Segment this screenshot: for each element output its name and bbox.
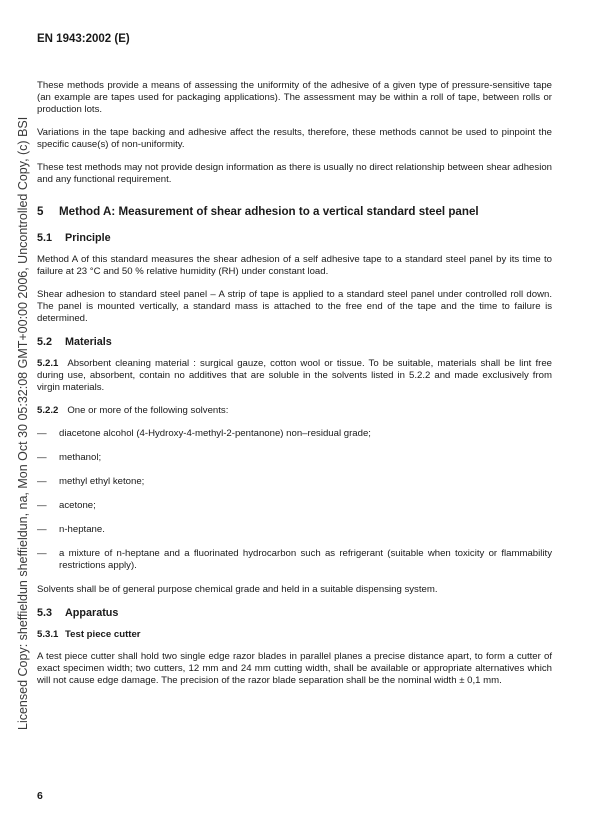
dash-bullet: — [37, 548, 47, 559]
subsection-number: 5.1 [37, 232, 53, 244]
subsection-heading [37, 607, 552, 619]
list-item-text: a mixture of n-heptane and a fluorinated hydrocarbon such as refrigerant (suitable when toxicity or flammability restrictions apply). [59, 548, 552, 571]
list-item [37, 476, 552, 488]
clause-number: 5.3.1 [37, 629, 59, 640]
clause-text: One or more of the following solvents: [67, 405, 229, 416]
subsection-title: Apparatus [65, 607, 119, 619]
subsection-number: 5.3 [37, 607, 53, 619]
section-title: Method A: Measurement of shear adhesion to a vertical standard steel panel [59, 205, 479, 218]
intro-paragraph: These test methods may not provide design information as there is usually no direct relationship between shear adhesion and any functional requirement. [37, 162, 552, 185]
clause-text: Absorbent cleaning material : surgical gauze, cotton wool or tissue. To be suitable, materials shall be lint free during use, absorbent, contain no additives that are soluble in the solvents listed in 5.2.2 and made exclusively from virgin materials. [37, 358, 552, 393]
dash-bullet: — [37, 500, 47, 511]
section-number: 5 [37, 205, 44, 218]
subsection-heading [37, 232, 552, 244]
paragraph: Method A of this standard measures the shear adhesion of a self adhesive tape to a standard steel panel by its time to failure at 23 °C and 50 % relative humidity (RH) under constant load. [37, 254, 552, 277]
clause-number: 5.2.1 [37, 358, 59, 369]
subsection-title: Materials [65, 336, 112, 348]
list-item-text: methanol; [59, 452, 102, 463]
paragraph: Solvents shall be of general purpose chemical grade and held in a suitable dispensing system. [37, 584, 438, 595]
clause-number: 5.2.2 [37, 405, 59, 416]
paragraph: A test piece cutter shall hold two single edge razor blades in parallel planes a precise distance apart, to form a cutter of exact specimen width; two cutters, 12 mm and 24 mm cutting width, shall be available or appropriate alternatives which will not cause edge damage. The precision of the razor blade separation shall be the nominal width ± 0,1 mm. [37, 651, 552, 686]
list-item [37, 428, 552, 440]
list-item [37, 524, 552, 536]
clause-heading [37, 629, 552, 641]
solvent-list [37, 428, 552, 572]
document-header: EN 1943:2002 (E) [37, 33, 130, 45]
list-item [37, 500, 552, 512]
dash-bullet: — [37, 524, 47, 535]
dash-bullet: — [37, 428, 47, 439]
paragraph: Shear adhesion to standard steel panel – A strip of tape is applied to a standard steel panel under controlled roll down. The panel is mounted vertically, a standard mass is attached to the free end of the tape and the time to failure is determined. [37, 289, 552, 324]
list-item-text: acetone; [59, 500, 96, 511]
page-number: 6 [37, 790, 43, 802]
dash-bullet: — [37, 452, 47, 463]
subsection-number: 5.2 [37, 336, 53, 348]
subsection-heading [37, 336, 552, 348]
list-item [37, 548, 552, 572]
list-item [37, 452, 552, 464]
list-item-text: n-heptane. [59, 524, 105, 535]
dash-bullet: — [37, 476, 47, 487]
intro-paragraph: These methods provide a means of assessing the uniformity of the adhesive of a given type of pressure-sensitive tape (an example are tapes used for packaging applications). The assessment may be within a roll of tape, between rolls or production lots. [37, 80, 552, 115]
document-body [37, 80, 552, 698]
clause-title: Test piece cutter [65, 629, 141, 640]
subsection-title: Principle [65, 232, 111, 244]
license-watermark: Licensed Copy: sheffieldun sheffieldun, na, Mon Oct 30 05:32:08 GMT+00:00 2006, Uncontrolled Copy, (c) BSI [16, 116, 30, 730]
clause-paragraph [37, 405, 552, 417]
list-item-text: diacetone alcohol (4-Hydroxy-4-methyl-2-pentanone) non–residual grade; [59, 428, 371, 439]
section-heading [37, 206, 552, 218]
list-item-text: methyl ethyl ketone; [59, 476, 145, 487]
clause-paragraph [37, 358, 552, 394]
intro-paragraph: Variations in the tape backing and adhesive affect the results, therefore, these methods cannot be used to pinpoint the specific cause(s) of non-uniformity. [37, 127, 552, 150]
